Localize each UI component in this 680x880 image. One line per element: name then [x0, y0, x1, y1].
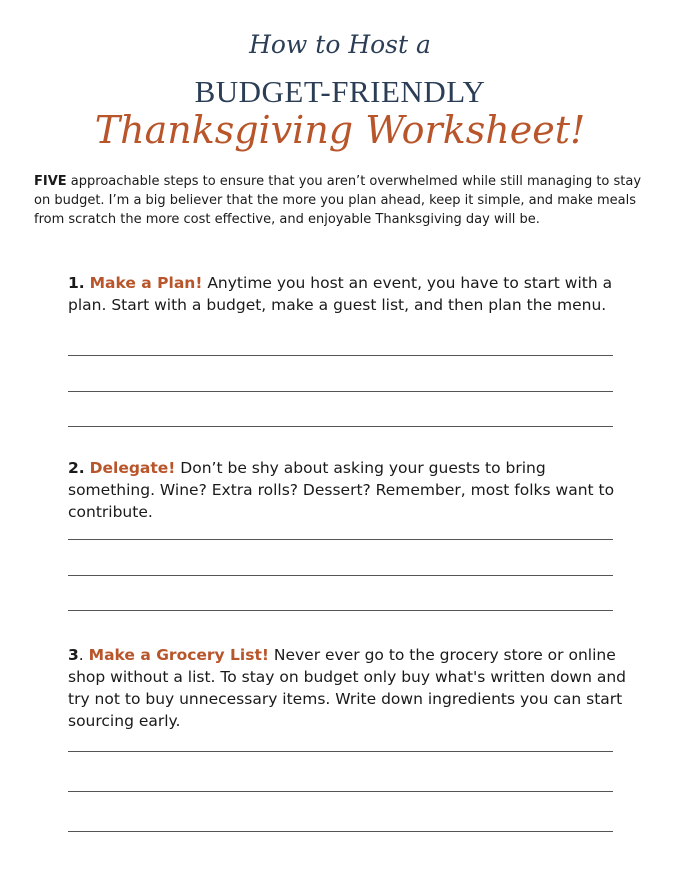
title-line-1: How to Host a — [249, 30, 431, 59]
step-1-text: Anytime you host an event, you have to start with a plan. Start with a budget, make a guest list, and then plan the menu. — [68, 274, 613, 314]
step-3-heading: Make a Grocery List! — [88, 646, 269, 664]
intro-text: approachable steps to ensure that you aren’t overwhelmed while still managing to stay on budget. I’m a big believer that the more you plan ahead, keep it simple, and make meals from scratch the more cost effective, and enjoyable Thanksgiving day will be. — [34, 174, 642, 227]
step-3-punct: . — [78, 646, 89, 664]
title-line-3: Thanksgiving Worksheet! — [94, 108, 586, 152]
step-1 — [68, 272, 628, 316]
step-3-answer-line-3[interactable] — [68, 831, 613, 832]
step-3-answer-line-2[interactable] — [68, 791, 613, 792]
step-1-answer-line-3[interactable] — [68, 426, 613, 427]
step-1-answer-line-1[interactable] — [68, 355, 613, 356]
step-3-answer-line-1[interactable] — [68, 751, 613, 752]
intro-paragraph — [34, 172, 650, 229]
step-2-answer-line-3[interactable] — [68, 610, 613, 611]
step-1-number: 1. — [68, 274, 85, 292]
step-1-answer-line-2[interactable] — [68, 391, 613, 392]
step-2 — [68, 457, 628, 523]
step-3-text: Never ever go to the grocery store or online shop without a list. To stay on budget only buy what's written down and try not to buy unnecessary items. Write down ingredients you can start sourcing early. — [68, 646, 627, 730]
step-3-number: 3 — [68, 646, 79, 664]
step-2-answer-line-2[interactable] — [68, 575, 613, 576]
step-3 — [68, 644, 628, 732]
intro-lead: FIVE — [34, 174, 67, 189]
step-1-heading: Make a Plan! — [89, 274, 203, 292]
step-2-answer-line-1[interactable] — [68, 539, 613, 540]
step-2-heading: Delegate! — [89, 459, 176, 477]
title-line-2: BUDGET-FRIENDLY — [194, 74, 486, 109]
step-2-text: Don’t be shy about asking your guests to bring something. Wine? Extra rolls? Dessert? Remember, most folks want to contribute. — [68, 459, 615, 521]
step-2-number: 2. — [68, 459, 85, 477]
